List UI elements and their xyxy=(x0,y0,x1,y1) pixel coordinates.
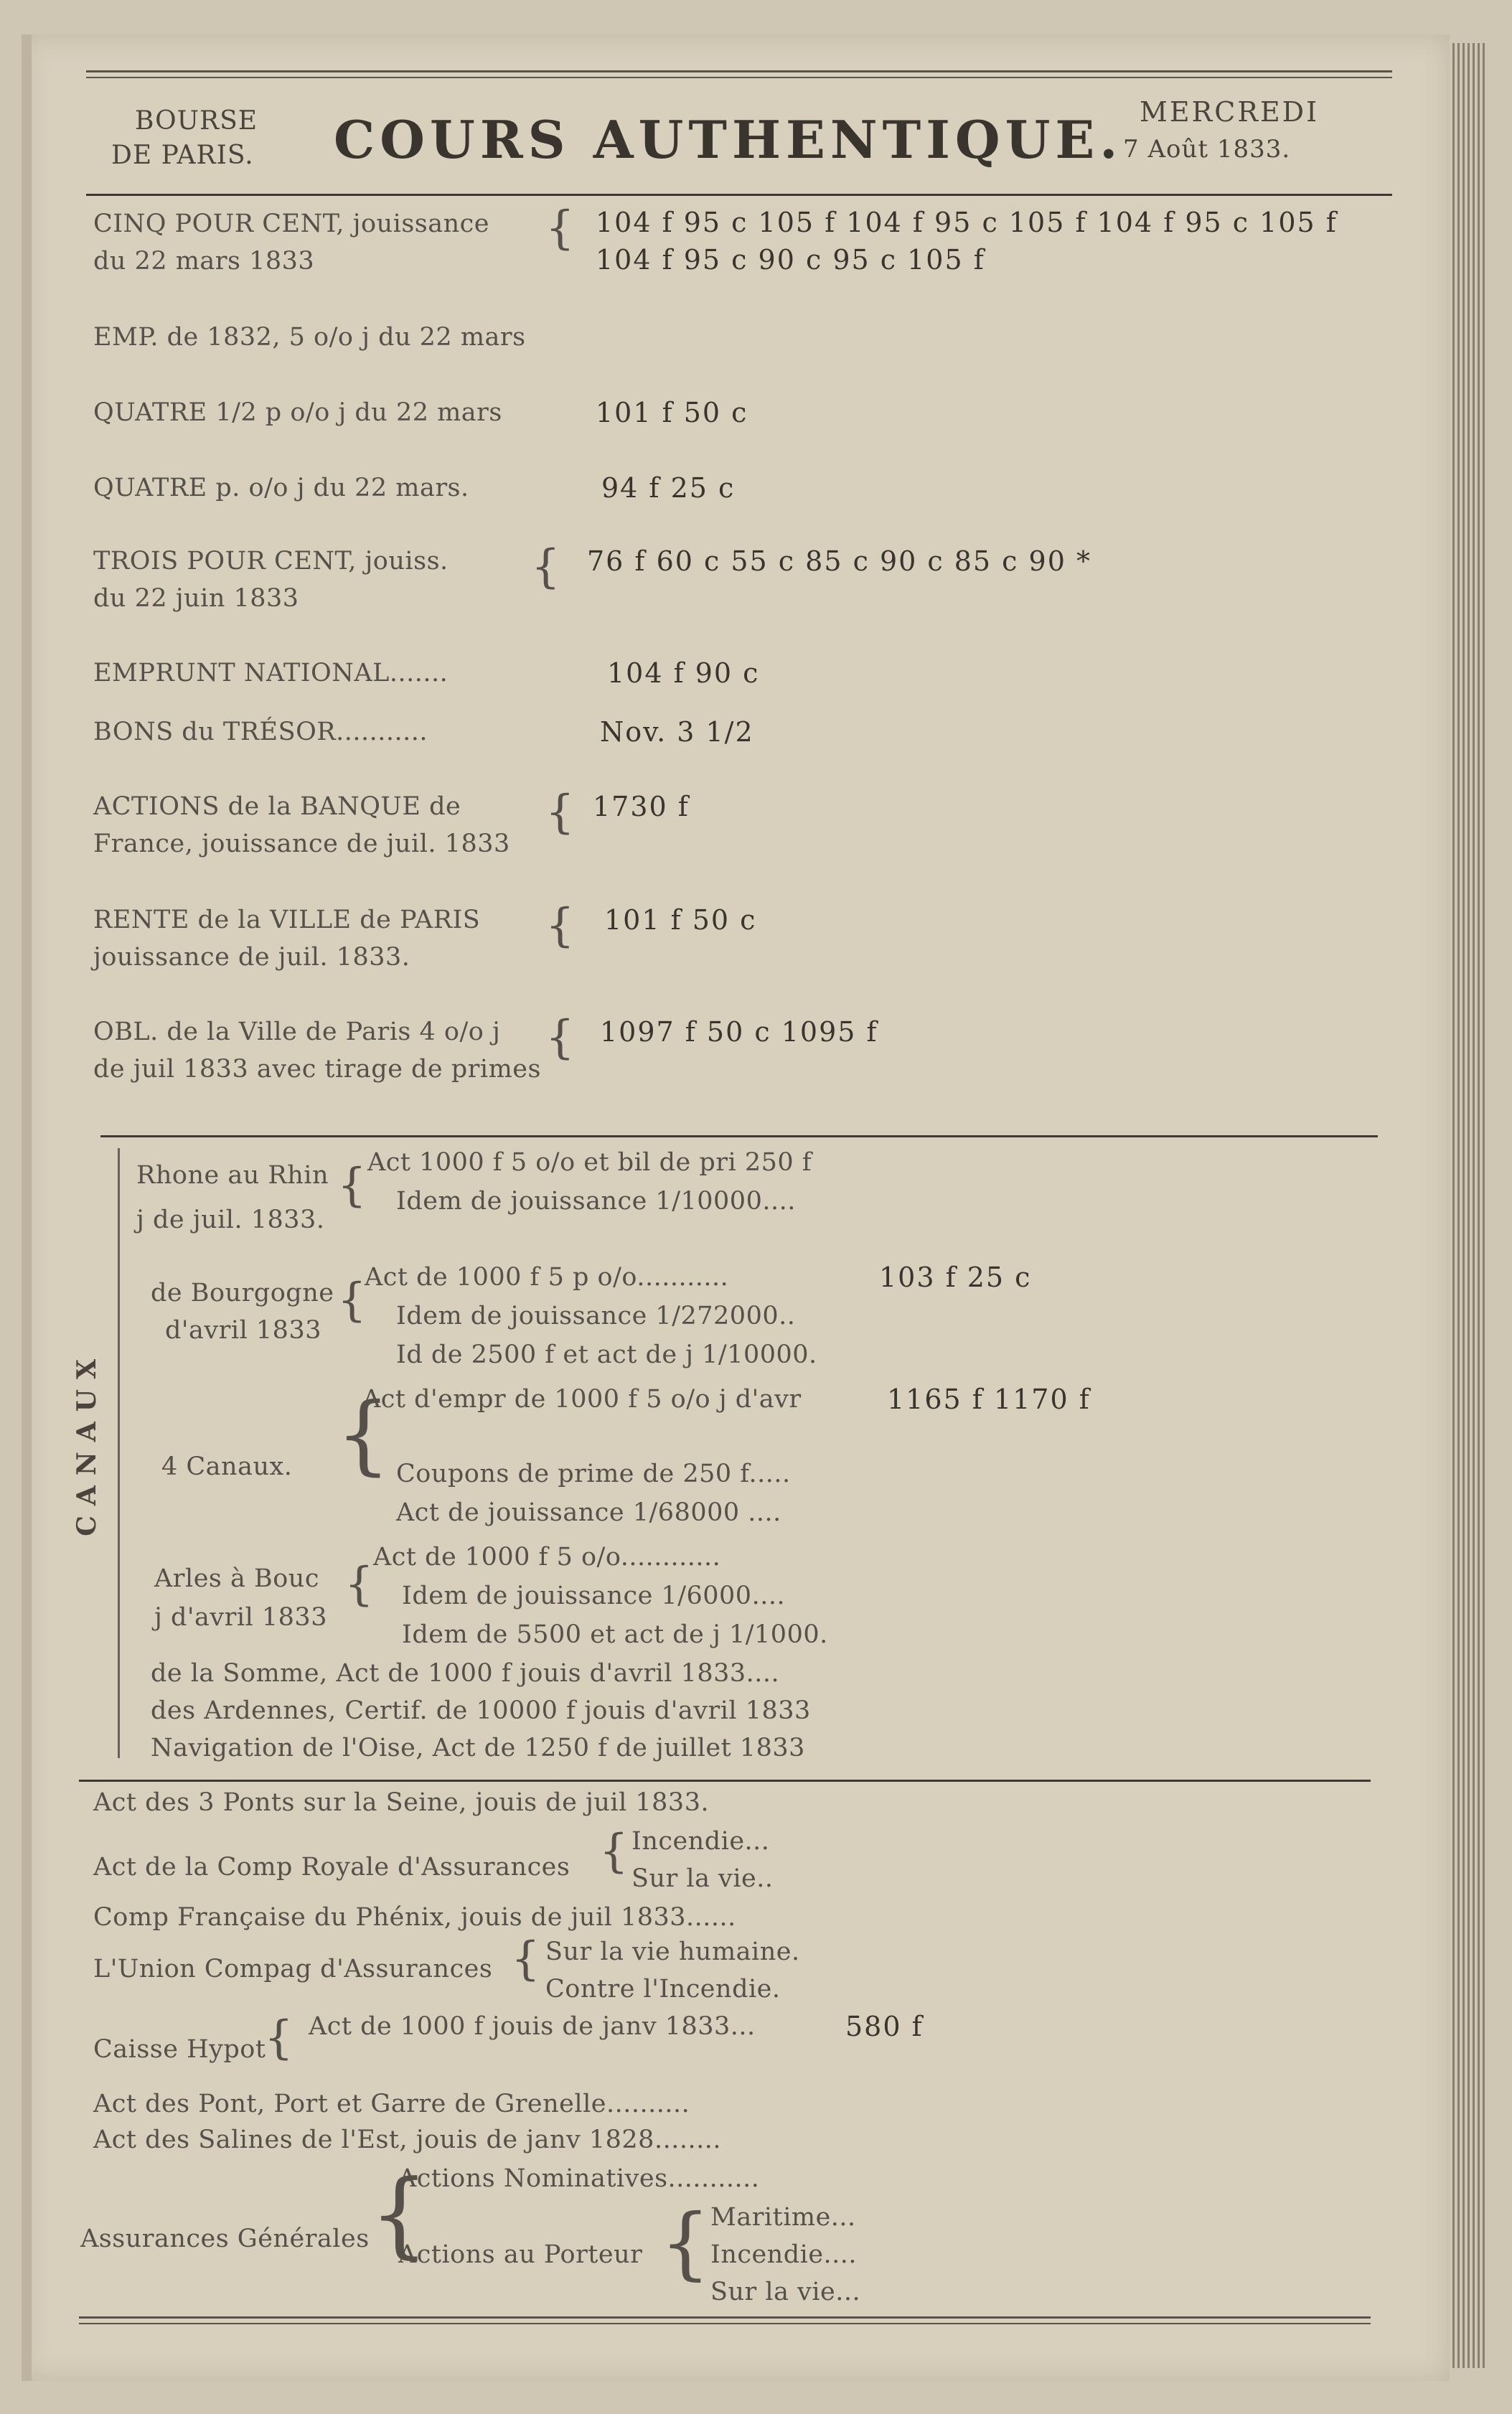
canal-line: Act de jouissance 1/68000 .... xyxy=(396,1498,781,1527)
divers-label: Act de la Comp Royale d'Assurances xyxy=(93,1853,570,1882)
section-rule xyxy=(100,1135,1378,1137)
rente-value: 104 f 90 c xyxy=(607,657,760,689)
canal-name-2: d'avril 1833 xyxy=(165,1316,321,1345)
brace: { xyxy=(344,1558,374,1611)
page-title: COURS AUTHENTIQUE. xyxy=(334,109,1123,170)
canal-name-2: j de juil. 1833. xyxy=(136,1206,325,1234)
brace: { xyxy=(531,540,560,593)
canal-line: Coupons de prime de 250 f..... xyxy=(396,1460,791,1488)
rente-label: CINQ POUR CENT, jouissance xyxy=(93,210,489,238)
rente-label-2: du 22 mars 1833 xyxy=(93,247,315,276)
rente-label: EMP. de 1832, 5 o/o j du 22 mars xyxy=(93,323,526,352)
header-day: MERCREDI xyxy=(1140,96,1320,128)
rente-value: 101 f 50 c xyxy=(604,904,757,936)
canaux-side-label: CANAUX xyxy=(72,1349,102,1536)
brace: { xyxy=(337,1274,367,1327)
bottom-double-rule xyxy=(79,2316,1371,2324)
divers-line: Act des Pont, Port et Garre de Grenelle.......... xyxy=(93,2090,690,2118)
canal-name-2: j d'avril 1833 xyxy=(154,1603,327,1632)
brace: { xyxy=(336,1385,391,1485)
divers-label: Caisse Hypot xyxy=(93,2035,266,2064)
canal-line: Act de 1000 f 5 o/o............ xyxy=(373,1543,721,1572)
brace: { xyxy=(545,899,575,952)
header-date: 7 Août 1833. xyxy=(1123,135,1291,164)
divers-label: Assurances Générales xyxy=(80,2225,370,2253)
canal-line: Idem de jouissance 1/6000.... xyxy=(402,1582,786,1610)
brace: { xyxy=(545,202,575,255)
divers-line: Act des Salines de l'Est, jouis de janv 1828........ xyxy=(93,2126,721,2154)
canal-line: Idem de jouissance 1/10000.... xyxy=(396,1187,796,1216)
divers-option: Incendie... xyxy=(631,1827,770,1856)
canal-value: 1165 f 1170 f xyxy=(887,1384,1091,1415)
canal-single-line: Navigation de l'Oise, Act de 1250 f de juillet 1833 xyxy=(151,1734,805,1762)
canal-name: Arles à Bouc xyxy=(154,1564,319,1593)
divers-option: Incendie.... xyxy=(710,2240,858,2269)
brace: { xyxy=(370,2159,429,2268)
rente-label: BONS du TRÉSOR........... xyxy=(93,718,428,746)
rente-label: TROIS POUR CENT, jouiss. xyxy=(93,547,449,576)
rente-value: 1730 f xyxy=(593,791,690,822)
canal-line: Id de 2500 f et act de j 1/10000. xyxy=(396,1340,817,1369)
divers-option: Sur la vie humaine. xyxy=(545,1938,800,1966)
divers-label: L'Union Compag d'Assurances xyxy=(93,1955,493,1983)
divers-option: Maritime... xyxy=(710,2203,856,2232)
divers-option: Contre l'Incendie. xyxy=(545,1975,781,2004)
canal-name: 4 Canaux. xyxy=(161,1452,293,1481)
divers-line: Act de 1000 f jouis de janv 1833... xyxy=(309,2012,756,2041)
canaux-left-rule xyxy=(118,1148,120,1758)
rente-label: EMPRUNT NATIONAL....... xyxy=(93,659,449,687)
divers-value: 580 f xyxy=(845,2011,924,2042)
header-left-line2: DE PARIS. xyxy=(111,141,254,170)
canal-name: Rhone au Rhin xyxy=(136,1161,329,1190)
header-rule xyxy=(86,194,1392,196)
canal-line: Act de 1000 f 5 p o/o........... xyxy=(365,1263,729,1292)
canal-value: 103 f 25 c xyxy=(879,1262,1032,1293)
rente-value: 1097 f 50 c 1095 f xyxy=(600,1016,878,1048)
brace: { xyxy=(337,1159,367,1212)
brace: { xyxy=(264,2011,294,2065)
canal-line: Idem de 5500 et act de j 1/1000. xyxy=(402,1620,828,1649)
divers-option: Actions au Porteur xyxy=(398,2240,643,2269)
divers-option: Actions Nominatives........... xyxy=(398,2164,760,2193)
divers-option: Sur la vie... xyxy=(710,2278,861,2306)
rente-label: OBL. de la Ville de Paris 4 o/o j xyxy=(93,1018,501,1046)
header-left-line1: BOURSE xyxy=(135,106,258,136)
canal-line: Act d'empr de 1000 f 5 o/o j d'avr xyxy=(362,1385,802,1414)
rente-label-2: du 22 juin 1833 xyxy=(93,584,299,613)
canal-name: de Bourgogne xyxy=(151,1279,334,1307)
brace: { xyxy=(545,786,575,839)
rente-value: 94 f 25 c xyxy=(601,472,736,504)
brace: { xyxy=(599,1825,629,1878)
brace: { xyxy=(660,2197,710,2288)
canal-single-line: de la Somme, Act de 1000 f jouis d'avril 1833.... xyxy=(151,1659,780,1688)
rente-label: QUATRE 1/2 p o/o j du 22 mars xyxy=(93,398,502,427)
rente-value: 76 f 60 c 55 c 85 c 90 c 85 c 90 * xyxy=(587,545,1091,577)
rente-value: 104 f 95 c 105 f 104 f 95 c 105 f 104 f 95 c 105 f xyxy=(596,207,1338,238)
rente-label: QUATRE p. o/o j du 22 mars. xyxy=(93,474,469,502)
canal-line: Idem de jouissance 1/272000.. xyxy=(396,1302,796,1330)
rente-value: Nov. 3 1/2 xyxy=(600,716,754,748)
divers-line: Comp Française du Phénix, jouis de juil 1833...... xyxy=(93,1903,736,1932)
rente-label: ACTIONS de la BANQUE de xyxy=(93,792,461,821)
brace: { xyxy=(511,1932,540,1986)
rente-label-2: de juil 1833 avec tirage de primes xyxy=(93,1055,541,1084)
divers-option: Sur la vie.. xyxy=(631,1864,774,1893)
rente-value-2: 104 f 95 c 90 c 95 c 105 f xyxy=(596,244,985,276)
section-rule xyxy=(79,1780,1371,1782)
rente-label: RENTE de la VILLE de PARIS xyxy=(93,906,481,934)
brace: { xyxy=(545,1011,575,1064)
rente-label-2: France, jouissance de juil. 1833 xyxy=(93,830,510,858)
divers-line: Act des 3 Ponts sur la Seine, jouis de juil 1833. xyxy=(93,1788,710,1817)
canal-line: Act 1000 f 5 o/o et bil de pri 250 f xyxy=(367,1148,812,1177)
canal-single-line: des Ardennes, Certif. de 10000 f jouis d'avril 1833 xyxy=(151,1696,811,1725)
rente-label-2: jouissance de juil. 1833. xyxy=(93,943,410,972)
rente-value: 101 f 50 c xyxy=(596,397,748,428)
top-double-rule xyxy=(86,70,1392,78)
